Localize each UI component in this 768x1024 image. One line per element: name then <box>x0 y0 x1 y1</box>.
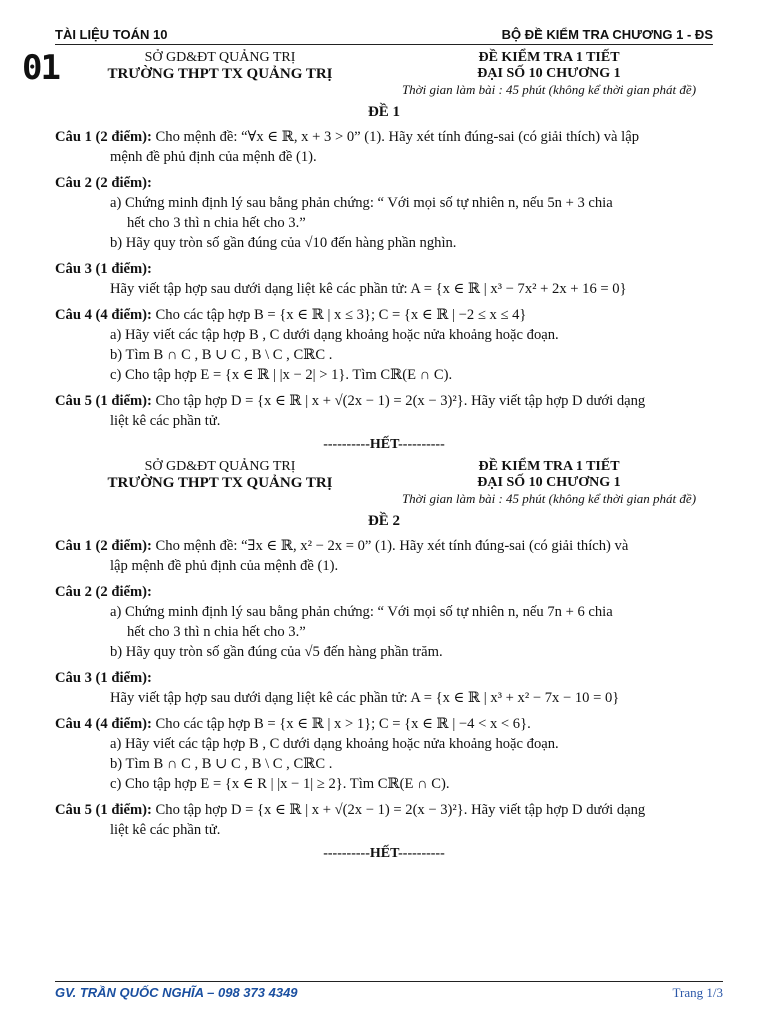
de2-q1-text: Cho mệnh đề: “∃x ∈ ℝ, x² − 2x = 0” (1). Hãy xét tính đúng-sai (có giải thích) và <box>155 538 629 554</box>
page-content <box>55 50 713 868</box>
de1-end: ----------HẾT---------- <box>323 437 445 452</box>
de2-q4-head: Câu 4 (4 điểm): <box>55 716 152 732</box>
de1-question-1 <box>55 127 713 167</box>
de2-q1-head: Câu 1 (2 điểm): <box>55 538 152 554</box>
de2-q4-text: Cho các tập hợp B = {x ∈ ℝ | x > 1}; C = {x ∈ ℝ | −4 < x < 6}. <box>155 716 531 732</box>
de2-q2-a2: hết cho 3 thì n chia hết cho 3.” <box>127 624 306 640</box>
de1-q2-head: Câu 2 (2 điểm): <box>55 175 152 191</box>
de1-q4-a: a) Hãy viết các tập hợp B , C dưới dạng khoảng hoặc nửa khoảng hoặc đoạn. <box>110 327 559 343</box>
doc-series-title: TÀI LIỆU TOÁN 10 <box>55 27 168 42</box>
exam-title: ĐỀ KIỂM TRA 1 TIẾT <box>478 459 620 474</box>
de2-q3-head: Câu 3 (1 điểm): <box>55 670 152 686</box>
de2-question-1 <box>55 536 713 576</box>
de2-q4-b: b) Tìm B ∩ C , B ∪ C , B \ C , CℝC . <box>110 756 333 772</box>
de2-question-4 <box>55 714 713 794</box>
exam-time: Thời gian làm bài : 45 phút (không kể thời gian phát đề) <box>401 491 697 506</box>
de1-question-3 <box>55 259 713 299</box>
de1-q2-a: a) Chứng minh định lý sau bằng phản chứng: “ Với mọi số tự nhiên n, nếu 5n + 3 chia <box>110 195 613 211</box>
de1-q4-c: c) Cho tập hợp E = {x ∈ ℝ | |x − 2| > 1}. Tìm Cℝ(E ∩ C). <box>110 367 453 383</box>
de1-title: ĐỀ 1 <box>367 104 401 120</box>
de2-q2-head: Câu 2 (2 điểm): <box>55 584 152 600</box>
exam-header-1 <box>55 50 713 98</box>
page-footer <box>55 981 723 1001</box>
de2-q2-b: b) Hãy quy tròn số gần đúng của √5 đến hàng phần trăm. <box>110 644 443 660</box>
de2-q3-text: Hãy viết tập hợp sau dưới dạng liệt kê các phần tử: A = {x ∈ ℝ | x³ + x² − 7x − 10 = 0} <box>110 690 620 706</box>
de1-q5-head: Câu 5 (1 điểm): <box>55 393 152 409</box>
de1-q3-text: Hãy viết tập hợp sau dưới dạng liệt kê các phần tử: A = {x ∈ ℝ | x³ − 7x² + 2x + 16 = 0} <box>110 281 627 297</box>
footer-author: GV. TRẦN QUỐC NGHĨA – 098 373 4349 <box>55 985 298 1000</box>
de2-question-3 <box>55 668 713 708</box>
de2-q4-c: c) Cho tập hợp E = {x ∈ R | |x − 1| ≥ 2}. Tìm Cℝ(E ∩ C). <box>110 776 450 792</box>
school-name: TRƯỜNG THPT TX QUẢNG TRỊ <box>107 475 333 491</box>
school-name: TRƯỜNG THPT TX QUẢNG TRỊ <box>107 66 333 82</box>
de1-q4-head: Câu 4 (4 điểm): <box>55 307 152 323</box>
doc-chapter-title: BỘ ĐỀ KIỂM TRA CHƯƠNG 1 - ĐS <box>501 27 713 42</box>
de2-q1-text2: lập mệnh đề phủ định của mệnh đề (1). <box>110 558 339 574</box>
footer-page-number: Trang 1/3 <box>672 985 723 1000</box>
de2-q5-text: Cho tập hợp D = {x ∈ ℝ | x + √(2x − 1) = 2(x − 3)²}. Hãy viết tập hợp D dưới dạng <box>155 802 646 818</box>
de1-question-5 <box>55 391 713 431</box>
school-dept: SỞ GD&ĐT QUẢNG TRỊ <box>144 50 296 65</box>
de2-question-5 <box>55 800 713 840</box>
de1-question-2 <box>55 173 713 253</box>
de1-q2-a2: hết cho 3 thì n chia hết cho 3.” <box>127 215 306 231</box>
exam-subject: ĐẠI SỐ 10 CHƯƠNG 1 <box>477 66 621 81</box>
exam-time: Thời gian làm bài : 45 phút (không kể thời gian phát đề) <box>401 82 697 97</box>
de2-title: ĐỀ 2 <box>367 513 401 529</box>
de1-q1-text: Cho mệnh đề: “∀x ∈ ℝ, x + 3 > 0” (1). Hãy xét tính đúng-sai (có giải thích) và lập <box>155 129 640 145</box>
de1-q2-b: b) Hãy quy tròn số gần đúng của √10 đến hàng phần nghìn. <box>110 235 457 251</box>
exam-number: 01 <box>22 48 59 88</box>
de1-q5-text2: liệt kê các phần tử. <box>110 413 221 429</box>
de1-q3-head: Câu 3 (1 điểm): <box>55 261 152 277</box>
de2-q5-head: Câu 5 (1 điểm): <box>55 802 152 818</box>
de2-end: ----------HẾT---------- <box>323 846 445 861</box>
de1-q4-b: b) Tìm B ∩ C , B ∪ C , B \ C , CℝC . <box>110 347 333 363</box>
de1-q1-head: Câu 1 (2 điểm): <box>55 129 152 145</box>
de2-q5-text2: liệt kê các phần tử. <box>110 822 221 838</box>
de2-question-2 <box>55 582 713 662</box>
de1-question-4 <box>55 305 713 385</box>
de1-q1-text2: mệnh đề phủ định của mệnh đề (1). <box>110 149 317 165</box>
exam-header-2 <box>55 459 713 507</box>
running-header <box>55 20 713 45</box>
de2-q4-a: a) Hãy viết các tập hợp B , C dưới dạng khoảng hoặc nửa khoảng hoặc đoạn. <box>110 736 559 752</box>
school-dept: SỞ GD&ĐT QUẢNG TRỊ <box>144 459 296 474</box>
de2-q2-a: a) Chứng minh định lý sau bằng phản chứng: “ Với mọi số tự nhiên n, nếu 7n + 6 chia <box>110 604 613 620</box>
de1-q4-text: Cho các tập hợp B = {x ∈ ℝ | x ≤ 3}; C = {x ∈ ℝ | −2 ≤ x ≤ 4} <box>155 307 527 323</box>
de1-q5-text: Cho tập hợp D = {x ∈ ℝ | x + √(2x − 1) = 2(x − 3)²}. Hãy viết tập hợp D dưới dạng <box>155 393 646 409</box>
exam-subject: ĐẠI SỐ 10 CHƯƠNG 1 <box>477 475 621 490</box>
exam-title: ĐỀ KIỂM TRA 1 TIẾT <box>478 50 620 65</box>
